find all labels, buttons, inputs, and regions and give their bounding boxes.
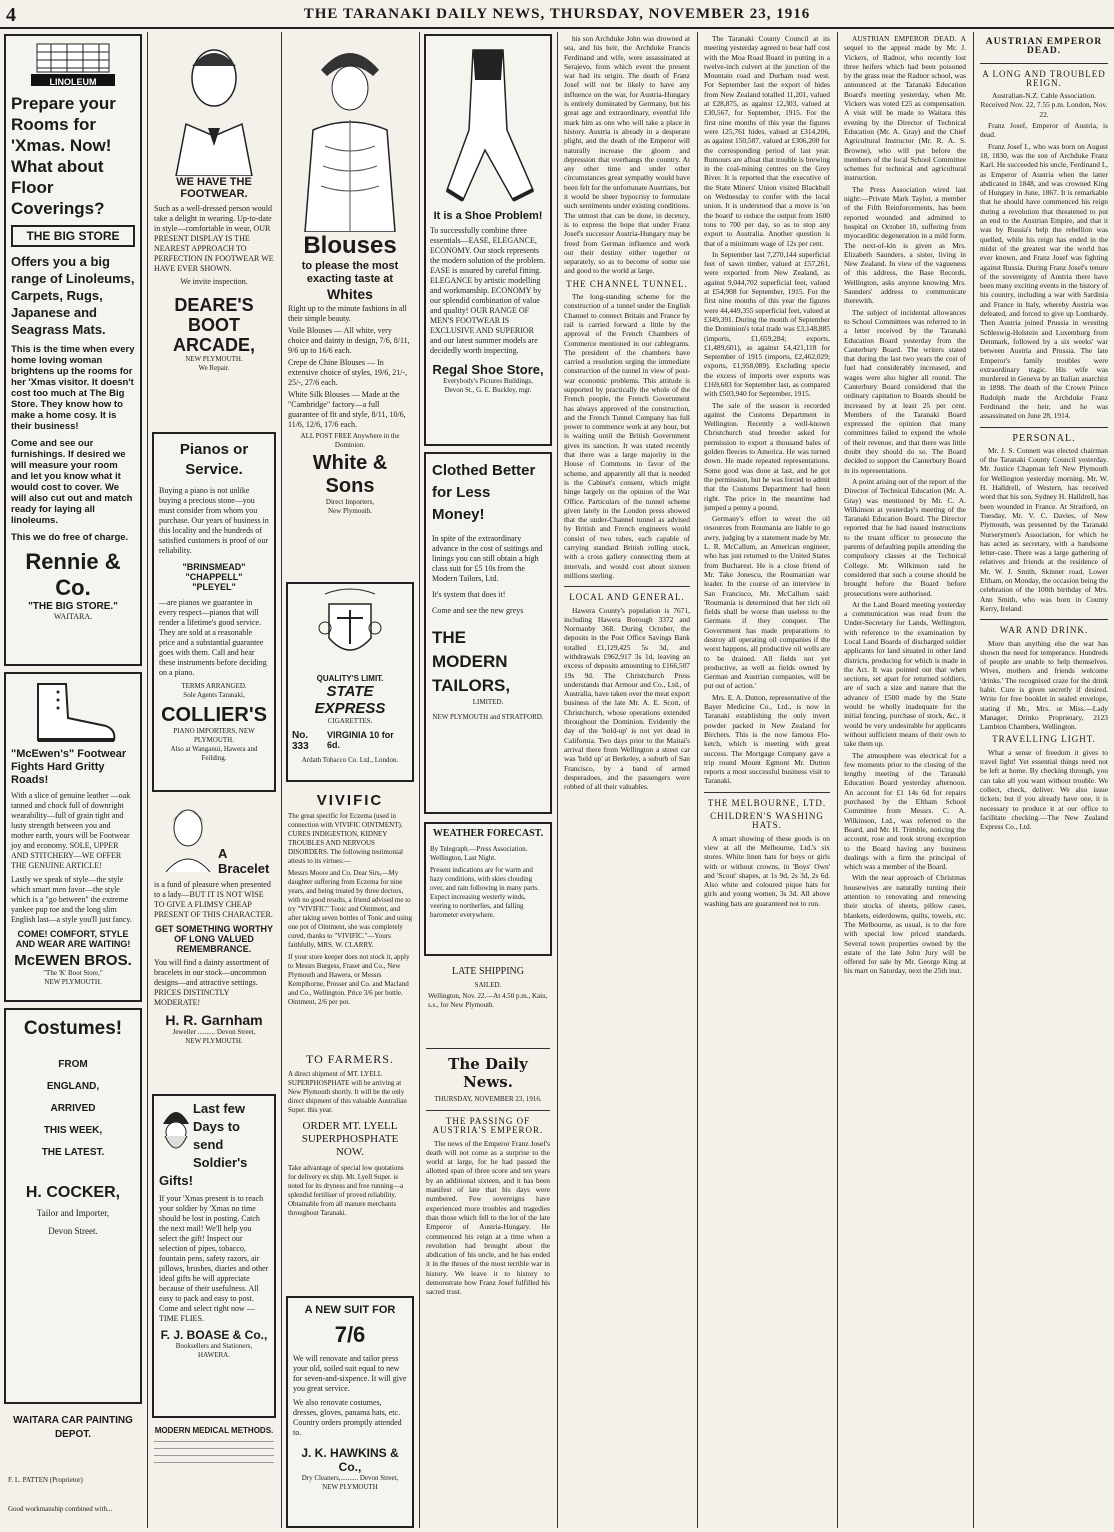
weather-body: Present indications are for warm and hazy conditions, with skies clouding over, and rain following in many parts. Expect increasing westerly winds, veering to northerlies, and falling barometer everywhere. [430,866,539,919]
news-column-6 [702,34,832,1528]
waitara-ad [4,1410,142,1528]
whites-trade: Direct Importers, [325,498,375,506]
whites-town: New Plymouth. [328,507,372,515]
news-column-7 [842,34,968,1528]
news-item-7-3: The subject of incidental allowances to School Committees was referred to in a letter received by the Taranaki Education Board yesterday from the Canterbury Board. The writers stated that during the last two years the cost of fuel had considerably increased, and wages were also higher all round. The Canterbury Board considered that the ordinary capitation to Boards should be increased by at least 25 per cent. Members of the Taranaki Board expressed the opinion that many committees failed to expend the whole of their revenue, and that there was little doubt they should do so. The Board decided to support the Canterbury Board in its representations. [844,307,966,475]
boot-icon [18,678,128,748]
hawkins-body-2: We also renovate costumes, dresses, gloves, panama hats, etc. Country orders promptly attended to. [293,1398,402,1437]
modern-tailors-towns: NEW PLYMOUTH and STRATFORD. [432,713,544,721]
boase-ad [152,1094,276,1418]
whites-post: ALL POST FREE Anywhere in the Dominion. [300,432,400,449]
regal-shoe-ad [424,34,552,446]
news-column-8 [978,34,1110,1528]
column-rule [147,32,148,1528]
garnham-trade: Jeweller .......... Devon Street, [172,1028,256,1036]
masthead-title: THE TARANAKI DAILY NEWS, THURSDAY, NOVEMBER 23, 1916 [303,6,811,22]
mcewen-slogan: COME! COMFORT, STYLE AND WEAR ARE WAITING! [15,929,131,949]
modern-tailors-system: It's system that does it! [432,590,506,599]
regal-manager: Devon St., G. E. Buckley, mgr. [444,386,532,394]
colliers-brand-3: "PLEYEL" [192,582,236,592]
cocker-headline: Costumes! [23,1018,123,1039]
emperor-dead-body: Franz Josef I., who was born on August 18, 1830, was the son of Archduke Franz Karl. He succeeded his uncle, Ferdinand I., as Emperor of Austria when the latter abdicated in 1848, and was crowned King of Hungary in June, 1867. It is remarkable that he should have commenced his reign during a revolution that threatened to put an end to the Austrian Empire, and that it was by Russia's help the rebellion was quelled, while his reign has ended in the midst of the greatest war the world has ever known, and Franz Josef was fighting against Russia. During Franz Josef's tenure of the sovereignty of Austria there have been many exciting events in the history of his country, including a war with Sardinia and France in Italy, whereby Austria was defeated, and forced to give up Lombardy. Then Austria joined Prussia in wresting Schleswig-Holstein and Luxemburg from Denmark, followed by a six weeks' war between Austria and Prussia. The late Emperor's family troubles were extraordinary tragic. His wife was murdered in Geneva by an Italian anarchist in 1898. The death of the Crown Prince Rudolph made the Archduke Franz Ferdinand the heir, and he was assassinated on June 28, 1914. [980,141,1108,421]
news-item-4: Germany's effort to wrest the oil resources from Roumania are liable to go awry, judging by a statement made by Mr. L. R. McCallum, an American engineer, who has just returned to the United States from Bucharest. He is a close friend of Mr. Take Jonescu, the Roumanian war leader. In the course of an interview in San Francisco, Mr. McCallum said: 'Roumania is determined that her rich oil fields shall be worse than useless to the Germans if they conquer. The Government has made preparations to destroy all operating oil companies if the worst happens, all productive oil wells are to be drained. All fields not yet productive, as well as fields owned by German and Austrian companies, will be put out of action.' [704,514,830,691]
mcewen-body: With a slice of genuine leather —oak tanned and chock full of downright wearability—full of grain tight and lusty strength between you and mother earth, yours will be Footwear joy and economy. SOLE, UPPER AND STITCHERY—WE OFFER THE GENUINE ARTICLE! [11,791,131,870]
whites-item-3: White Silk Blouses — Made at the "Cambridge" factory—a full guarantee of fit and style, 8/11, 10/6, 11/6, 12/6, 17/6 each. [288,390,406,429]
state-express-brand: STATE EXPRESS [314,683,386,717]
modern-tailors-company: THE MODERN TAILORS, [432,628,511,695]
whites-store: Whites [327,286,373,302]
farmers-ad [286,1050,414,1290]
colliers-company: COLLIER'S [161,704,267,726]
boase-headline: Last few Days to send Soldier's Gifts! [159,1101,248,1188]
colliers-brand-2: "CHAPPELL" [185,572,243,582]
leader-headline: THE PASSING OF AUSTRIA'S EMPEROR. [432,1116,544,1136]
local-general-body: Hawera County's population is 7671, including Hawera Borough 3372 and Normanby 368. During October, the deposits in the Post Office Savings Bank totalled £1,129,425 5s 3d, and withdrawals £962,917 3s 1d, leaving an excess of deposits amounting to £166,507 19s 9d. The Christchurch Press understands that Armour and Co., Ltd., of Australia, have taken over the meat export business of the late Mr. A. E. Scott, of Christchurch, whose operations extended throughout the Dominion. Evidently the day of the 'hold-up' is not yet dead in California. Two days prior to the Maitai's arrival there from Wellington a street car was 'held up' at Berkeley, a suburb of San Francisco, by a band of armed desperadoes, and the passengers were robbed of all their valuables. [564,605,690,792]
big-store-body-2: Come and see our furnishings. If desired we will measure your room and let you know what it would cost to cover. We will also cut out and match ready for laying all linoleums. [11,438,133,526]
garnham-town: NEW PLYMOUTH. [185,1037,243,1045]
colliers-body: Buying a piano is not unlike buying a precious stone—you must consider from whom you purchase. Our years of business in this locality and the hundreds of satisfied customers is proof of our reliability. [159,486,269,555]
emperor-dead-lead: Franz Josef, Emperor of Austria, is dead. [980,121,1108,140]
melbourne-headline: THE MELBOURNE, LTD. [707,797,827,808]
waitara-proprietor: F. L. PATTEN (Proprietor) [8,1476,83,1484]
channel-tunnel-headline: THE CHANNEL TUNNEL. [566,278,688,289]
shipping-headline: LATE SHIPPING [452,966,524,977]
news-item-7-6: The atmosphere was electrical for a few moments prior to the closing of the lengthy meeting of the Taranaki Education Board yesterday afternoon. An account for £1 14s 6d for repairs purchased by the Eltham School Committee from Messrs. C. A. Wilkinson, Ltd., was referred to the Board, and Mr. H. Trimble, noticing the account, rose and took strong exception to the Board having any business dealings with a firm the principal of which was a member of the Board. [844,750,966,872]
shoe-icon [433,40,543,210]
news-item-7-1: AUSTRIAN EMPEROR DEAD. A sequel to the appeal made by Mr. J. Vickers, of Radnor, who recently lost three heifers which had been poisoned by the grass near the Radnor school, was announced at the Taranaki Education Board's meeting yesterday, when Mr. Vickers was voted £25 as compensation. A visit will be made to Waitara this evening by the Director of Technical Education (Mr. A. Gray) and the Chief Agricultural Instructor (Mr. R. A. S. Browne), who will put before the members of the local School Committee schemes for technical and agricultural instruction. [844,34,966,183]
travelling-light-body: What a sense of freedom it gives to travel light! Yet essential things need not be left at home. By checking through, you can take all you want without trouble. We collect, check, deliver. We also issue tickets; but if you already have one, it is necessary to produce it at our office to facilitate checking.—The New Zealand Express Co., Ltd. [980,747,1108,832]
state-express-number: No. 333 [292,730,309,752]
rennie-company: Rennie & Co. [25,549,121,600]
column-rule [557,32,558,1528]
vivific-stockists: If your store keeper does not stock it, apply to Messrs Burgess, Fraser and Co., New Plymouth and Hawera, or Messrs Kemplhorne, Prosser and Co. and Macland and Co., Wellington. Price 3/6 per bottle. Ointment, 2/6 per pot. [288,953,410,1006]
deare-invite: We invite inspection. [180,277,248,286]
weather-forecast [424,822,552,956]
news-item-7-7: With the near approach of Christmas housewives are naturally turning their attention to renovating and renewing their stocks of sheets, pillow cases, blankets, eiderdowns, quilts, towels, etc. The Melbourne, as usual, is to the fore with special low priced standards. Several town properties owned by the estate of the late John Jury will be offered for sale by Mr. George King at his mart on Saturday, next the 25th inst. [844,873,966,976]
regal-address: Everybody's Pictures Buildings, [443,377,533,385]
state-express-quality: QUALITY'S LIMIT. [316,674,384,683]
colliers-agents: Sole Agents Taranaki, [183,691,245,699]
hawkins-price: 7/6 [334,1322,366,1347]
hawkins-body: We will renovate and tailor press your old, soiled suit equal to new for seven-and-sixpence. It will give you great service. [293,1354,407,1393]
shipping-body: Wellington, Nov. 22.—At 4.50 p.m., Kaiu, s.s., for New Plymouth. [428,992,548,1009]
lady-portrait-icon [158,802,218,872]
whites-ad [286,34,414,574]
hawkins-ad [286,1296,414,1528]
cocker-body: FROM ENGLAND, ARRIVED THIS WEEK, THE LATEST. [41,1059,105,1158]
regal-company: Regal Shoe Store, [432,362,544,377]
state-express-sub: CIGARETTES. [327,717,373,725]
santa-icon [159,1100,193,1160]
big-store-name: THE BIG STORE [11,225,135,247]
mcewen-headline: "McEwen's" Footwear Fights Hard Gritty Roads! [11,748,127,786]
weather-dateline: By Telegraph.—Press Association. Wellington, Last Night. [430,845,528,862]
mcewen-body-2: Lastly we speak of style—the style which smart men favor—the style which is a "go between" the extreme yankee pup toe and the long slim English last—a style you'll just fancy. [11,875,132,924]
daily-news-masthead: The Daily News. [448,1055,528,1091]
deare-town: NEW PLYMOUTH. [185,355,243,363]
rennie-town: WAITARA. [53,612,93,621]
page-header [0,0,1114,28]
crest-icon [315,588,385,674]
cocker-company: H. COCKER, [25,1184,121,1201]
medical-methods-headline: MODERN MEDICAL METHODS. [154,1426,274,1435]
column-rule [281,32,282,1528]
garnham-company: H. R. Garnham [165,1012,263,1028]
cocker-trade: Tailor and Importer, [36,1208,110,1218]
personal-headline: PERSONAL. [1012,432,1076,444]
big-store-headline: Prepare your Rooms for 'Xmas. Now! What about Floor Coverings? [11,94,116,218]
waitara-headline: WAITARA CAR PAINTING DEPOT. [13,1415,133,1440]
boase-trade: Booksellers and Stationers, [175,1342,253,1350]
news-column-5 [562,34,692,1528]
personal-body: Mr. J. S. Connett was elected chairman of the Taranaki County Council yesterday. Mr. Justice Chapman left New Plymouth for Wellington yesterday morning. Mr. W. H. Halldrell, of Western, has received word that his son, Sydney H. Halldrell, has been wounded in France. At Stratford, on Tuesday, Mr. V. C. Davies, of New Plymouth, was presented by the Taranaki Nurserymen's Association, for which he has acted as secretary, with a handsome letter-case. There was a large gathering of relatives and friends at the residence of Mr. W. J. Smith, Skinner road, Lower Eltham, on Monday, the occasion being the celebration of the 100th birthday of Mrs. Ann Smith, who was born in County Kerry, Ireland. [980,445,1109,613]
mcewen-ad [4,672,142,1002]
farmers-headline: TO FARMERS. [306,1052,394,1066]
big-store-offer: Offers you a big range of Linoleums, Carpets, Rugs, Japanese and Seagrass Mats. [11,254,135,337]
emperor-article-continued: his son Archduke John was drowned at sea, and his heir, the Archduke Francis Ferdinand and wife, were assassinated at Serajevo, from which event the present war had its origin. The death of Franz Josef will not be likely to have any influence on the war, for Austria-Hungary is entirely dominated by Germany, but his great age and extraordinary, eventful life mark him as one who will take a place in history. Austria is already in a desperate plight, and the death of the Emperor will naturally increase the gloom and depression that overhangs the country. At any other time and under other circumstances great sympathy would have been felt for the unfortunate Austrians, but it would be sheer hypocrisy to formulate such sentiments under existing conditions. The utmost that can be done, in decency, is to express the hope that under Franz Josef's successor Austria-Hungary may be freed from German influence and work out their destiny either together or separately, so as to become of some use and good to the world at large. [564,34,690,276]
melbourne-subheadline: CHILDREN'S WASHING HATS. [710,811,824,831]
cocker-ad [4,1008,142,1404]
boase-body: If your 'Xmas present is to reach your soldier by 'Xmas no time should be lost in posting. Catch the next mail! We'll help you select the gift! Inspect our selection of pipes, tobacco, fountain pens, safety razors, air pillows, brushes, diaries and other ideal gifts he will appreciate because of their usefulness. All easy to pack and easy to post. Come and select right now — TIME FLIES. [159,1194,269,1323]
colliers-brand-1: "BRINSMEAD" [182,562,246,572]
linoleum-brand: LINOLEUM [49,77,97,87]
boase-company: F. J. BOASE & Co., [160,1328,268,1342]
medical-methods-ad [152,1424,276,1528]
colliers-headline: Pianos or Service. [179,441,249,478]
farmers-order: ORDER MT. LYELL SUPERPHOSPHATE NOW. [301,1120,399,1158]
whites-item-1: Voile Blouses — All white, very choice and dainty in design, 7/6, 8/11, 9/6 up to 16/6 each. [288,326,410,355]
garnham-body-2: You will find a dainty assortment of bracelets in our stock—uncommon designs—and attractive settings. PRICES DISTINCTLY MODERATE! [154,958,270,1007]
hawkins-trade: Dry Cleaners,.......... Devon Street, [301,1474,399,1482]
mcewen-store: "The 'K' Boot Store," [43,969,103,977]
modern-tailors-body: In spite of the extraordinary advance in the cost of suitings and linings you can still obtain a high class suit for £5 10s from the Modern Tailors, Ltd. [432,534,543,583]
whites-item-2: Crepe de Chine Blouses — In extensive choice of styles, 19/6, 21/-, 25/-, 27/6 each. [288,358,408,387]
daily-news-date: THURSDAY, NOVEMBER 23, 1916. [434,1095,542,1103]
column-rule [973,32,974,1528]
state-express-ad [286,582,414,782]
vivific-headline: VIVIFIC [316,792,384,809]
news-item-1: The Taranaki County Council at its meeting yesterday agreed to bear half cost with the Moa Road Board in putting in a twelve-inch culvert at the junction of the Mountain road and Durham road west. For September last the export of hides from New Zealand totalled 11,201, valued at £28,875, as against 12,303, valued at £30,567, for September, 1915. For the first nine months of this year the figures were 125,761 hides, valued at £314,206, as against 150,587, valued at £306,200 for the corresponding period of last year. Rumours are afloat that trouble is brewing in the coal-mining centres on the Grey River. It is reported that the executive of the State Miners' Union visited Blackball on Wednesday to confer with the local union. It is understood that a move is 'on the board' to reduce the output from 1600 tons to 700 per day, so as to stop any export to Australia. Another question is that of a minimum wage of 12s per cent. [704,34,830,248]
column-rule [697,32,698,1528]
news-item-3: The sale of the season is recorded against the Customs Department in Wellington. Recently a well-known Christchurch stud breeder asked for permission to export a thousand bales of golden fleeces to America. He was turned down. He made repeated representations. Some good was done at last, and he got the permission, but he was forced to admit that the Customs Department had been right. The price in the meantime had jumped a penny a pound. [704,400,830,512]
column-rule [837,32,838,1528]
big-store-ad [4,34,142,666]
whites-headline: Blouses [303,232,397,259]
emperor-dead-subheadline: A LONG AND TROUBLED REIGN. [982,68,1106,88]
masthead-rule [0,27,1114,29]
deare-headline: WE HAVE THE FOOTWEAR. [176,176,252,200]
whites-company: White & Sons [312,452,388,497]
garnham-slogan: GET SOMETHING WORTHY OF LONG VALUED REMEMBRANCE. [155,924,273,954]
war-drink-headline: WAR AND DRINK. [999,625,1089,636]
hawkins-company: J. K. HAWKINS & Co., [301,1446,399,1474]
modern-tailors-invite: Come and see the new greys [432,606,524,615]
melbourne-body: A smart showing of these goods is on view at all the Melbourne, Ltd.'s six stores. White linen hats for boys or girls with or without crowns, in 'Boys' Own' and 'Scout' shapes, at 1s 9d, 2s 3d, 2s 6d. Also white and coloured pique hats for girls and young women, 3s 3d. All above washing hats are guaranteed not to run. [704,833,830,908]
hawkins-town: NEW PLYMOUTH [322,1483,378,1491]
leader-article [424,1040,552,1528]
colliers-body-2: —are pianos we guarantee in every respect—pianos that will render a lifetime's good service. They are sold at a reasonable price and a substantial guarantee goes with them. Call and hear these instruments before deciding on a piano. [159,598,267,677]
deare-body: Such as a well-dressed person would take a delight in wearing. Up-to-date in style—comfortable in wear, OUR PRESENT DISPLAY IS THE NEAREST APPROACH TO PERFECTION IN FOOTWEAR WE HAVE EVER SHOWN. [154,204,274,273]
vivific-ad [286,790,414,1042]
boase-town: HAWERA. [198,1351,230,1359]
travelling-light-headline: TRAVELLING LIGHT. [992,734,1096,745]
emperor-dead-cable: Australian-N.Z. Cable Association. Received Nov. 22, 7.55 p.m. London, Nov. 22. [980,91,1108,119]
news-item-7-2: The Press Association wired last night:—Private Mark Taylor, a member of the Fifth Reinforcements, has been reported wounded and admitted to hospital on October 10, suffering from myocarditic degeneration in a mild form. The next-of-kin is given as Mrs. Elizabeth Saunders, a sister, living in New Zealand. In view of the vagueness of this address, the Base Records, Wellington, asks anyone knowing Mrs. Saunders' address to communicate therewith. [844,184,966,306]
farmers-body-2: Take advantage of special low quotations for delivery ex ship. Mt. Lyell Super. is noted for its dryness and free running—a splendid fertiliser of proved reliability. Obtainable from all manure merchants throughout Taranaki. [288,1164,404,1217]
state-express-maker: Ardath Tobacco Co. Ltd., London. [301,756,399,764]
local-general-headline: LOCAL AND GENERAL. [569,592,685,603]
weather-headline: WEATHER FORECAST. [432,828,544,839]
modern-tailors-headline: Clothed Better for Less Money! [432,462,536,523]
deare-company: DEARE'S BOOT ARCADE, [172,295,255,355]
whites-sub: to please the most exacting taste at [301,260,399,285]
shipping-sub: SAILED. [474,981,502,989]
page-number: 4 [6,4,17,26]
state-express-price: VIRGINIA 10 for 6d. [327,730,394,750]
modern-tailors-ad [424,452,552,814]
hawkins-headline: A NEW SUIT FOR [304,1304,396,1316]
garnham-body: is a fund of pleasure when presented to a lady—BUT IT IS NOT WISE TO GIVE A FLIMSY CHEAP PRESENT OF THIS CHARACTER. [154,880,273,919]
whites-intro: Right up to the minute fashions in all their simple beauty. [288,304,407,323]
mcewen-company: McEWEN BROS. [14,952,132,969]
news-item-7-4: A point arising out of the report of the Director of Technical Education (Mr. A. Gray) was mentioned by Mr. C. A. Wilkinson at yesterday's meeting of the Taranaki Education Board. The Director reported that he had issued instructions to the truant officer to prosecute the parents of defaulting pupils attending the compulsory classes at the Technical College. Mr. Wilkinson said he considered that such a course should be brought before the Board before prosecutions were authorised. [844,476,966,598]
big-store-body: This is the time when every home loving woman brightens up the rooms for her 'Xmas visitor. It doesn't cost too much at The Big Store. They know how to make a home cosy. It is their business! [11,344,135,432]
colliers-branches: Also at Wanganui, Hawera and Feilding. [170,745,258,762]
lady-blouse-icon [295,36,405,232]
leader-body: The news of the Emperor Franz Josef's death will not come as a surprise to the world at large, for he had passed the allotted span of three score and ten years by an additional sixteen, and it has been manifest of late that his days were numbered. Few sovereigns have experienced more troubles and tragedies than those which fell to the lot of the late Emperor of Austria-Hungary. He commenced his reign at a time when a revolution had brought about the abdication of his uncle, and he has ended it in the throes of the most terrible war in history. We leave it to history to demonstrate how Franz Josef fulfilled his sacred trust. [426,1138,550,1297]
vivific-body: The great specific for Eczema (used in connection with VIVIFIC OINTMENT). CURES INDIGESTION, KIDNEY TROUBLES AND NERVOUS DISORDERS. The following testimonial attests to its virtues:— [288,812,403,865]
big-store-free: This we do free of charge. [11,532,129,543]
farmers-body: A direct shipment of MT. LYELL SUPERPHOSPHATE will be arriving at New Plymouth shortly. It will be the only direct shipment of this valuable Australian Super. this year. [288,1070,407,1114]
colliers-ad [152,432,276,792]
garnham-ad [152,800,276,1086]
column-rule [419,32,420,1528]
waitara-tagline: Good workmanship combined with... [8,1505,113,1513]
modern-tailors-limited: LIMITED. [472,698,504,706]
colliers-terms: TERMS ARRANGED. [181,682,247,690]
man-portrait-icon [164,36,264,176]
regal-headline: It is a Shoe Problem! [433,210,543,222]
emperor-dead-headline: AUSTRIAN EMPEROR DEAD. [985,37,1103,57]
vivific-testimonial: Messrs Moore and Co. Dear Sirs,—My daughter suffering from Eczema for nine years, and being treated by three doctors, with no good results, a friend advised me to try "VIVIFIC" Tonic and Ointment, and after taking seven bottles of Tonic and using one pot of Ointment, she was completely cured, thanks to "VIVIFIC."—Yours faithfully, MRS. W. CLARRY. [288,869,412,949]
cocker-address: Devon Street. [48,1226,98,1236]
news-item-7-5: At the Land Board meeting yesterday a communication was read from the Under-Secretary for Lands, Wellington, with reference to the examination by Local Land Boards of discharged soldier applicants for land situated in other land districts, producing for which is made in the Act. It was pointed out that when sections, set apart for returned soldiers, are of such a size and nature that the advance of £500 made by the State would be wholly inadequate for the initial fencing, purchase of stock, &c., it would be very undesirable for applicants without sufficient means of their own to take them up. [844,599,966,749]
channel-tunnel-body: The long-standing scheme for the construction of a tunnel under the English Channel to connect Britain and France by rail is carried forward a little by the approval of the French Chambers of Commerce mentioned in our cablegrams. The president of the chambers have carried a resolution urging the immediate construction of the tunnel in view of post-war economic problems. This attitude is supported by practically the whole of the French people, the French Government has always approved of the construction, and the French Tunnel Company has full power to commence work at any hour, but is waiting until the British Government gives its sanction. It was stated recently that there was a large majority in the House of Commons in favor of the scheme, and apparently all that is needed is the Cabinet's consent, which might hinge largely on the opinion of the War Office. Particulars of the tunnel scheme given lately in the London press showed that the under-Channel tunnel as advised by British and French engineers would consist of two tubes, each capable of carrying standard British rolling stock, with a cross gallery connecting them at intervals, and would cost about sixteen millions sterling. [564,292,690,580]
colliers-trade: PIANO IMPORTERS, NEW PLYMOUTH. [173,727,255,744]
late-shipping [424,962,552,1036]
news-item-5: Mrs. E. A. Dutton, representative of the Bayer Medicine Co., Ltd., is now in Taranaki establishing the only invert powder packed in New Zealand for Birchers. This is the now famous Flo-ketch, which is meeting with great success. The Mortgage Company gave a trip round Mount Egmont Mr. Dutton reports a most successful business visit to Taranaki. [704,692,830,786]
news-item-2: In September last 7,270,144 superficial feet of sawn timber, valued at £57,261, were exported from New Zealand, as against 9,044,702 superficial feet, valued at £54,908 for September, 1915. For the first nine months of this year the figures were 44,449,355 superficial feet, valued at £349,391. During the month of September the Dominion's total trade was £3,148,885 (imports, £1,659,284; exports, £1,489,601), as against £4,421,118 for September of 1915 (imports, £2,462,029; exports, £1,958,089). Excluding specie the excess of imports over exports was £169,683 for September last, as compared with £503,940 for September, 1915. [704,249,831,399]
mcewen-town: NEW PLYMOUTH. [44,978,102,986]
rennie-tag: "THE BIG STORE." [28,601,118,612]
regal-body: To successfully combine three essentials—EASE, ELEGANCE, ECONOMY. Our stock represents the modern solution of the problem. EASE is assured by careful fitting. ELEGANCE by artistic modelling and workmanship. ECONOMY by our splendid combination of value and quality! OUR RANGE OF MEN'S FOOTWEAR IS EXCLUSIVE AND SUPERIOR and our latest summer models are decidedly worth inspecting. [430,226,546,355]
war-drink-body: More than anything else the war has shown the need for temperance. Hundreds of people are unable to help themselves. Wives, mothers and friends welcome 'drinks.' The recognised craze for the drink habit. Cure is given secretly if desired. Write for free booklet in sealed envelope, stating if Mr., Mrs. or Miss.—Lady Manager, Drinko Proprietary, 2123 Lambton Chambers, Wellington. [980,638,1108,732]
garnham-headline: A Bracelet [218,846,270,876]
deare-ad [152,34,276,418]
deare-repair: We Repair. [198,364,230,372]
